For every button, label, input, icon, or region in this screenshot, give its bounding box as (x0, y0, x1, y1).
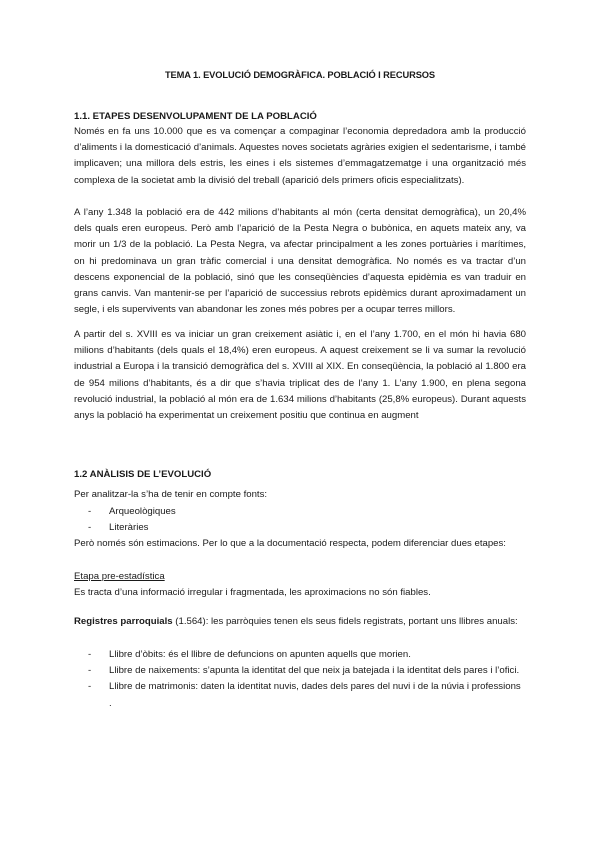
section-1-paragraph-3: A partir del s. XVIII es va iniciar un gran creixement asiàtic i, en el l’any 1.700, en el món hi havia 680 milions d’habitants (dels quals el 18,4%) eren europeus. A aquest creixement se li va sumar la revolució industrial a Europa i la transició demogràfica del s. XVIII al XIX. En conseqüència, la població al 1.800 era de 954 milions d’habitants, és a dir que s’havia triplicat des de l’any 1. L’any 1.900, en plena segona revolució industrial, la població al món era de 1.634 milions d’habitants (25,8% europeus). Durant aquests anys la població ha experimentat un creixement positiu que continua en augment (74, 329, 526, 422)
list-item: - Llibre d’òbits: és el llibre de defuncions on apunten aquells que morien. (74, 647, 526, 663)
section-1-heading: 1.1. ETAPES DESENVOLUPAMENT DE LA POBLACIÓ (74, 111, 317, 122)
document-title: TEMA 1. EVOLUCIÓ DEMOGRÀFICA. POBLACIÓ I RECURSOS (164, 70, 436, 80)
sources-note: Però només són estimacions. Per lo que a la documentació respecta, podem diferenciar dues etapes: (74, 538, 506, 549)
sources-list (74, 504, 526, 536)
dash-bullet: - (88, 522, 92, 534)
section-2-heading: 1.2 ANÀLISIS DE L’EVOLUCIÓ (74, 469, 212, 480)
sources-intro: Per analitzar-la s’ha de tenir en compte fonts: (74, 489, 268, 500)
books-list (74, 647, 526, 712)
stage-heading: Etapa pre-estadística (74, 571, 165, 582)
parish-records-text: (1.564): les parròquies tenen els seus fidels registrats, portant uns llibres anuals: (172, 616, 518, 627)
dash-bullet: - (88, 649, 92, 660)
section-1-paragraph-2: A l’any 1.348 la població era de 442 milions d’habitants al món (certa densitat demogràfica), un 20,4% dels quals eren europeus. Però amb l’aparició de la Pesta Negra o bubònica, en aquets mateix any, va morir un 1/3 de la població. La Pesta Negra, va afectar principalment a les zones portuàries i marítimes, on hi predominava un gran tràfic comercial i una densitat demogràfica. No només es va tractar d’un descens exponencial de la població, sinó que les conseqüències d’aquesta epidèmia es van traduir en grans canvis. Van mantenir-se per l’aparició de successius rebrots epidèmics durant aproximadament un segle, i els supervivents van abandonar les zones més pobres per a ocupar terres millors. (74, 207, 526, 316)
dash-bullet: - (88, 681, 92, 693)
section-1-paragraph-1: Només en fa uns 10.000 que es va començar a compaginar l’economia depredadora amb la producció d’aliments i la domesticació d’animals. Aquestes noves societats agràries exigien el sedentarisme, i també implicaven; una millora dels estris, les eines i els sistemes d’emmagatzematge i una organització més complexa de la societat amb la divisió del treball (aparició dels primers oficis especialitzats). (74, 126, 526, 186)
dash-bullet: - (88, 506, 92, 517)
list-item: - Llibre de naixements: s’apunta la identitat del que neix ja batejada i la identitat dels pares i l’ofici. (74, 663, 526, 679)
list-item: - Arqueològiques (74, 504, 526, 520)
stage-text: Es tracta d’una informació irregular i fragmentada, les aproximacions no són fiables. (74, 587, 431, 598)
dash-bullet: - (88, 665, 92, 677)
list-item: - Llibre de matrimonis: daten la identitat nuvis, dades dels pares del nuvi i de la núvia i professions . (88, 681, 521, 709)
parish-records-paragraph (74, 614, 526, 630)
list-item: - Literàries (74, 520, 526, 536)
parish-records-label: Registres parroquials (74, 616, 173, 627)
